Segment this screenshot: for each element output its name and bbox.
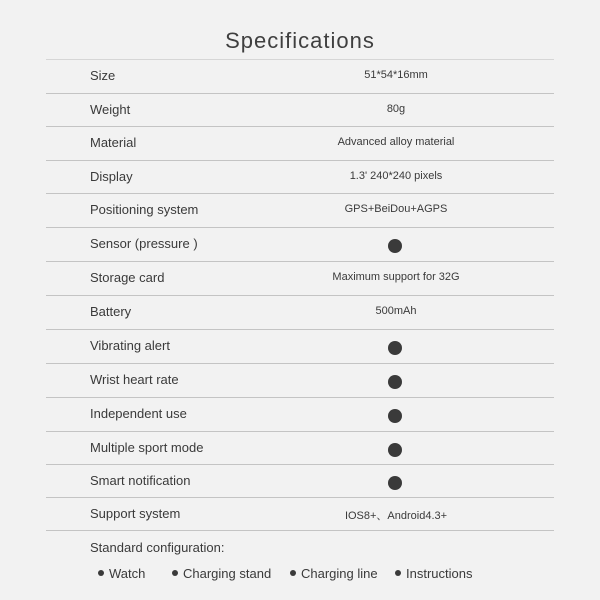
spec-value: 80g [386, 102, 406, 115]
spec-label: Storage card [90, 270, 165, 285]
config-title: Standard configuration: [90, 540, 225, 555]
spec-label: Support system [90, 505, 181, 521]
spec-label: Weight [90, 101, 131, 117]
spec-value: 51*54*16mm [364, 69, 428, 81]
spec-label: Wrist heart rate [90, 372, 179, 387]
bullet-icon [172, 570, 178, 576]
spec-row [46, 465, 554, 498]
supported-dot-icon [388, 443, 402, 457]
spec-label: Battery [90, 304, 132, 319]
supported-dot-icon [388, 476, 402, 490]
spec-label: Positioning system [90, 202, 199, 217]
spec-label: Multiple sport mode [90, 439, 204, 455]
spec-row [46, 262, 554, 296]
config-item-label: Charging line [301, 566, 378, 581]
config-item [98, 566, 145, 581]
spec-row [46, 330, 554, 364]
config-item [290, 566, 378, 581]
config-item-label: Watch [109, 566, 146, 581]
page-title: Specifications [225, 28, 375, 53]
spec-value: GPS+BeiDou+AGPS [344, 203, 448, 215]
supported-dot-icon [388, 409, 402, 423]
config-item [172, 566, 271, 581]
spec-row [46, 432, 554, 465]
config-item-label: Instructions [406, 566, 473, 581]
spec-value: 1.3' 240*240 pixels [349, 169, 443, 182]
spec-value: IOS8+、Android4.3+ [344, 509, 448, 522]
config-item [395, 566, 472, 581]
spec-label: Display [90, 168, 133, 184]
spec-label: Independent use [90, 406, 187, 421]
bullet-icon [98, 570, 104, 576]
spec-row [46, 398, 554, 432]
spec-label: Sensor (pressure ) [90, 236, 198, 251]
bullet-icon [395, 570, 401, 576]
supported-dot-icon [388, 341, 402, 355]
supported-dot-icon [388, 239, 402, 253]
spec-row [46, 127, 554, 161]
spec-row [46, 296, 554, 330]
config-item-label: Charging stand [183, 566, 272, 581]
supported-dot-icon [388, 375, 402, 389]
spec-value: Advanced alloy material [337, 136, 455, 148]
spec-value: Maximum support for 32G [332, 271, 460, 283]
spec-row [46, 364, 554, 398]
spec-label: Size [90, 68, 116, 83]
bullet-icon [290, 570, 296, 576]
spec-row [46, 498, 554, 531]
spec-label: Vibrating alert [90, 338, 170, 353]
spec-label: Smart notification [90, 472, 191, 488]
spec-row [46, 94, 554, 127]
spec-row [46, 194, 554, 228]
spec-label: Material [90, 135, 137, 150]
spec-row [46, 60, 554, 94]
spec-row [46, 228, 554, 262]
spec-row [46, 161, 554, 194]
spec-value: 500mAh [375, 305, 417, 317]
